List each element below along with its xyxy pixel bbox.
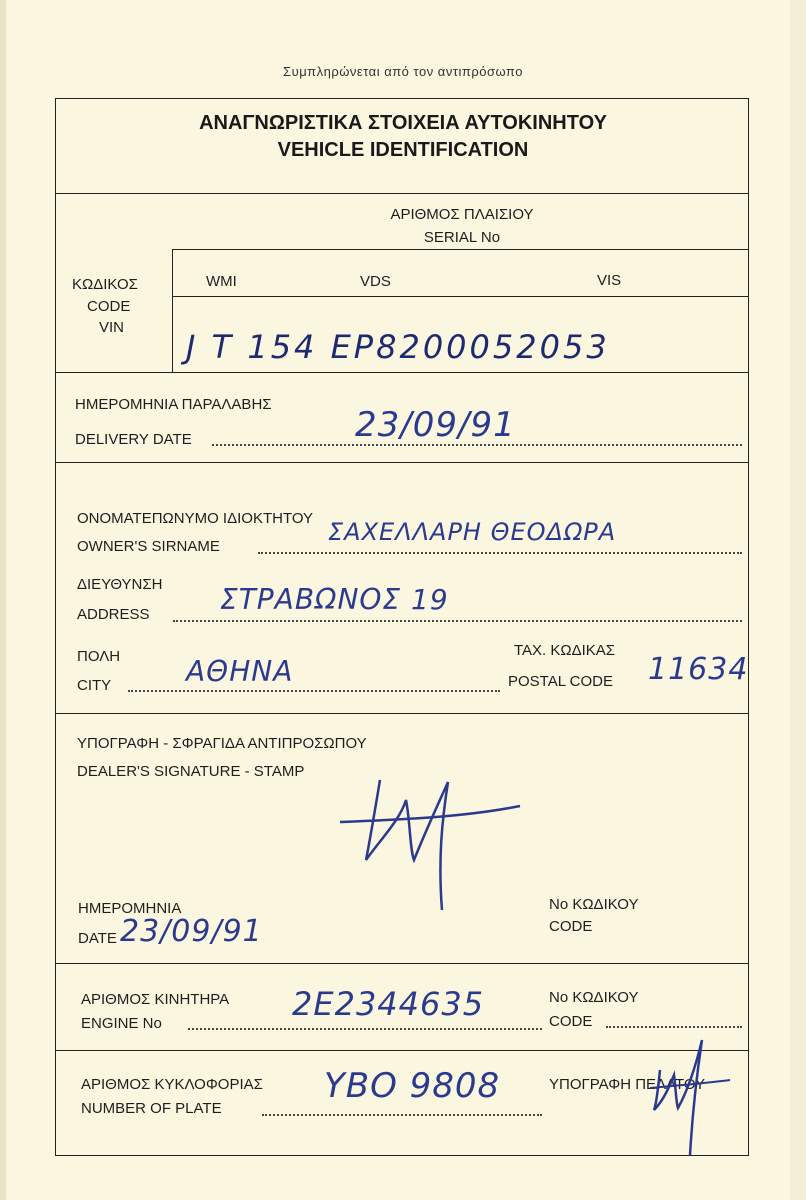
address-label-greek: ΔΙΕΥΘΥΝΣΗ (77, 576, 163, 593)
address-label-english: ADDRESS (77, 606, 150, 623)
dealer-signature-label-english: DEALER'S SIGNATURE - STAMP (77, 763, 305, 780)
engine-dotted-line (188, 1028, 542, 1030)
city-label-greek: ΠΟΛΗ (77, 648, 121, 665)
address-dotted-line (173, 620, 742, 622)
plate-label-greek: ΑΡΙΘΜΟΣ ΚΥΚΛΟΦΟΡΙΑΣ (81, 1076, 263, 1093)
delivery-label-english: DELIVERY DATE (75, 431, 192, 448)
city-value: ΑΘΗΝΑ (186, 655, 294, 688)
vds-label: VDS (360, 273, 391, 290)
customer-signature-label: ΥΠΟΓΡΑΦΗ ΠΕΛΑΤΟΥ (549, 1076, 706, 1093)
form-title-greek: ΑΝΑΓΝΩΡΙΣΤΙΚΑ ΣΤΟΙΧΕΙΑ ΑΥΤΟΚΙΝΗΤΟΥ (199, 112, 607, 134)
scan-left-edge (0, 0, 6, 1200)
dealer-code-label-greek: No ΚΩΔΙΚΟΥ (549, 896, 639, 913)
serial-value: J T 154 EP8200052053 (186, 328, 610, 366)
owner-name-dotted-line (258, 552, 742, 554)
postal-label-greek: ΤΑΧ. ΚΩΔΙΚΑΣ (514, 642, 616, 659)
engine-label-greek: ΑΡΙΘΜΟΣ ΚΙΝΗΤΗΡΑ (81, 991, 230, 1008)
divider-title (55, 193, 749, 194)
form-left-border (55, 98, 56, 1156)
dealer-date-value: 23/09/91 (120, 914, 263, 949)
divider-dealer (55, 963, 749, 964)
form-title (0, 110, 806, 164)
divider-owner (55, 713, 749, 714)
divider-serial-header (172, 249, 748, 250)
code-label-english: CODE (87, 298, 131, 315)
dealer-signature-label-greek: ΥΠΟΓΡΑΦΗ - ΣΦΡΑΓΙΔΑ ΑΝΤΙΠΡΟΣΩΠΟΥ (77, 735, 367, 752)
customer-signature (630, 1030, 740, 1160)
engine-code-label-greek: No ΚΩΔΙΚΟΥ (549, 989, 639, 1006)
owner-name-label-greek: ΟΝΟΜΑΤΕΠΩΝΥΜΟ ΙΔΙΟΚΤΗΤΟΥ (77, 510, 314, 527)
form-right-border (748, 98, 749, 1156)
owner-name-value: ΣΑΧΕΛΛΑΡΗ ΘΕΟΔΩΡΑ (328, 518, 617, 546)
dealer-signature (330, 760, 530, 920)
engine-number-value: 2E2344635 (292, 985, 485, 1023)
delivery-date-value: 23/09/91 (355, 405, 516, 445)
form-top-border (55, 98, 749, 99)
address-value: ΣΤΡΑΒΩΝΟΣ 19 (220, 583, 449, 616)
serial-label-greek: ΑΡΙΘΜΟΣ ΠΛΑΙΣΙΟΥ (390, 206, 534, 223)
wmi-label: WMI (206, 273, 237, 290)
vin-label: VIN (99, 319, 125, 336)
divider-code-column (172, 249, 173, 372)
divider-delivery (55, 462, 749, 463)
plate-label-english: NUMBER OF PLATE (81, 1100, 222, 1117)
divider-serial (55, 372, 749, 373)
plate-dotted-line (262, 1114, 542, 1116)
vis-label: VIS (597, 272, 622, 289)
city-dotted-line (128, 690, 500, 692)
city-label-english: CITY (77, 677, 112, 694)
divider-wmi (172, 296, 748, 297)
delivery-label-greek: ΗΜΕΡΟΜΗΝΙΑ ΠΑΡΑΛΑΒΗΣ (75, 396, 272, 413)
postal-code-value: 11634 (648, 652, 749, 687)
engine-code-label-english: CODE (549, 1013, 593, 1030)
scan-right-edge (790, 0, 806, 1200)
dealer-date-label-greek: ΗΜΕΡΟΜΗΝΙΑ (78, 900, 182, 917)
postal-label-english: POSTAL CODE (508, 673, 614, 690)
plate-number-value: ΥΒΟ 9808 (324, 1066, 501, 1106)
engine-code-dotted-line (606, 1026, 742, 1028)
serial-label-english: SERIAL No (423, 229, 501, 246)
engine-label-english: ENGINE No (81, 1015, 162, 1032)
dealer-date-label-english: DATE (78, 930, 117, 947)
dealer-code-label-english: CODE (549, 918, 593, 935)
owner-name-label-english: OWNER'S SIRNAME (77, 538, 220, 555)
filled-by-note: Συμπληρώνεται από τον αντιπρόσωπο (283, 64, 523, 79)
form-title-english: VEHICLE IDENTIFICATION (277, 139, 529, 161)
code-label-greek: ΚΩΔΙΚΟΣ (72, 276, 138, 293)
